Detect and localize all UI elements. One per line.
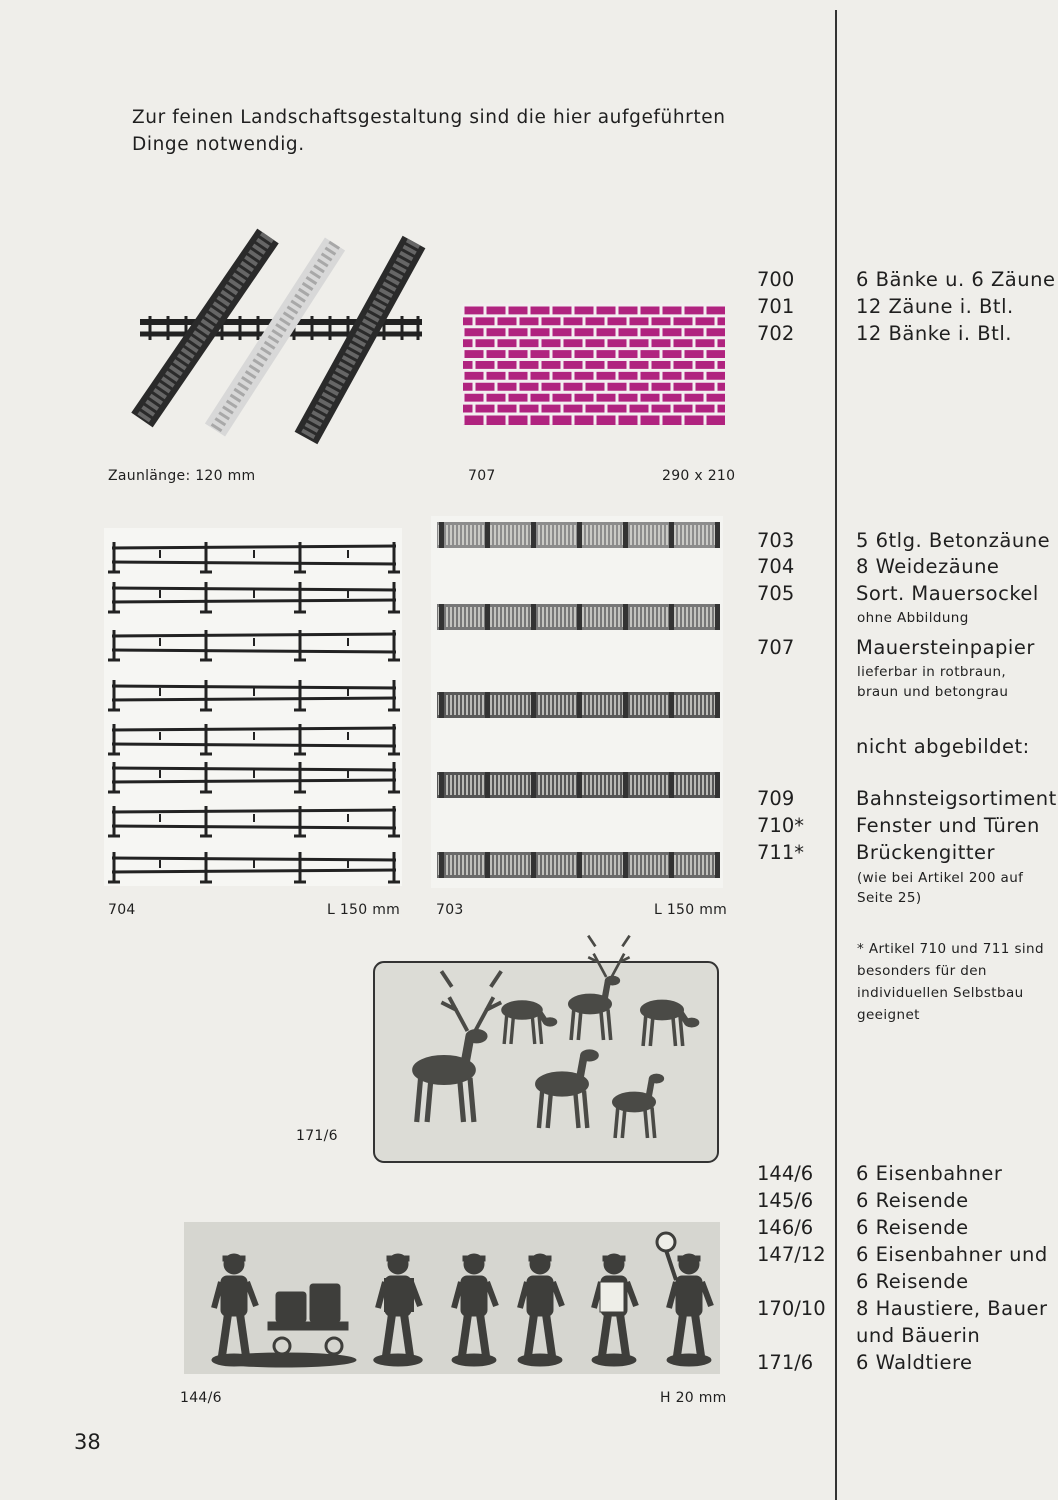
article-description: Mauersteinpapier	[856, 636, 1035, 659]
not-shown-heading: nicht abgebildet:	[856, 735, 1030, 758]
group4-numbers	[757, 1160, 826, 1376]
column-divider	[835, 10, 837, 1500]
article-description: 12 Bänke i. Btl.	[856, 322, 1012, 345]
group1-descriptions	[856, 266, 1055, 347]
article-number: 709	[757, 787, 795, 810]
article-number: 700	[757, 268, 795, 291]
fence-bench-photo	[130, 230, 430, 450]
article-description: 6 Eisenbahner und 6 Reisende	[856, 1243, 1048, 1293]
pasture-fence-photo	[104, 528, 402, 886]
page-number: 38	[74, 1430, 101, 1454]
article-number: 701	[757, 295, 795, 318]
fence-length-caption: Zaunlänge: 120 mm	[108, 468, 256, 484]
article-description: 8 Weidezäune	[856, 555, 1000, 578]
article-note: (wie bei Artikel 200 auf Seite 25)	[857, 870, 1024, 906]
article-number: 707	[757, 636, 795, 659]
article-description: Fenster und Türen	[856, 814, 1040, 837]
group3-numbers	[757, 785, 804, 866]
group3-descriptions	[856, 785, 1057, 866]
article-number: 147/12	[757, 1243, 826, 1266]
article-number: 704	[757, 555, 795, 578]
intro-text: Zur feinen Landschaftsgestaltung sind die hier aufgeführten Dinge notwendig.	[132, 107, 726, 155]
article-number: 711*	[757, 841, 804, 864]
concrete-code-caption: 703	[436, 902, 464, 918]
article-number: 145/6	[757, 1189, 814, 1212]
article-description: 6 Reisende	[856, 1189, 969, 1212]
spacer	[757, 1322, 826, 1349]
group1-numbers	[757, 266, 794, 347]
brick-paper-swatch	[463, 305, 725, 425]
deer-code-caption: 171/6	[296, 1128, 338, 1144]
brick-size-caption: 290 x 210	[662, 468, 736, 484]
article-description: 6 Bänke u. 6 Zäune	[856, 268, 1056, 291]
article-description: 6 Eisenbahner	[856, 1162, 1003, 1185]
article-description: 12 Zäune i. Btl.	[856, 295, 1014, 318]
pasture-length-caption: L 150 mm	[327, 902, 401, 918]
railway-figures-photo	[184, 1222, 720, 1374]
article-description: 6 Reisende	[856, 1216, 969, 1239]
article-description: Brückengitter	[856, 841, 996, 864]
forest-animals-photo	[372, 960, 720, 1164]
figures-code-caption: 144/6	[180, 1390, 222, 1406]
article-number: 710*	[757, 814, 804, 837]
article-description: Sort. Mauersockel	[856, 582, 1039, 605]
article-number: 146/6	[757, 1216, 814, 1239]
article-number: 171/6	[757, 1351, 814, 1374]
article-description: Bahnsteigsortiment	[856, 787, 1057, 810]
concrete-length-caption: L 150 mm	[654, 902, 728, 918]
concrete-fence-photo	[431, 516, 723, 888]
article-number: 170/10	[757, 1297, 826, 1320]
article-note: ohne Abbildung	[857, 610, 969, 626]
article-number: 702	[757, 322, 795, 345]
pasture-code-caption: 704	[108, 902, 136, 918]
figures-height-caption: H 20 mm	[660, 1390, 727, 1406]
spacer	[757, 1268, 826, 1295]
brick-code-caption: 707	[468, 468, 496, 484]
group4-descriptions	[856, 1160, 1051, 1376]
article-number: 144/6	[757, 1162, 814, 1185]
article-number: 703	[757, 529, 795, 552]
article-number: 705	[757, 582, 795, 605]
article-description: 5 6tlg. Betonzäune	[856, 529, 1051, 552]
footnote: * Artikel 710 und 711 sind besonders für den individuellen Selbstbau geeignet	[857, 941, 1044, 1023]
article-description: 6 Waldtiere	[856, 1351, 973, 1374]
article-description: 8 Haustiere, Bauer und Bäuerin	[856, 1297, 1048, 1347]
article-note: lieferbar in rotbraun, braun und betongrau	[857, 664, 1009, 700]
